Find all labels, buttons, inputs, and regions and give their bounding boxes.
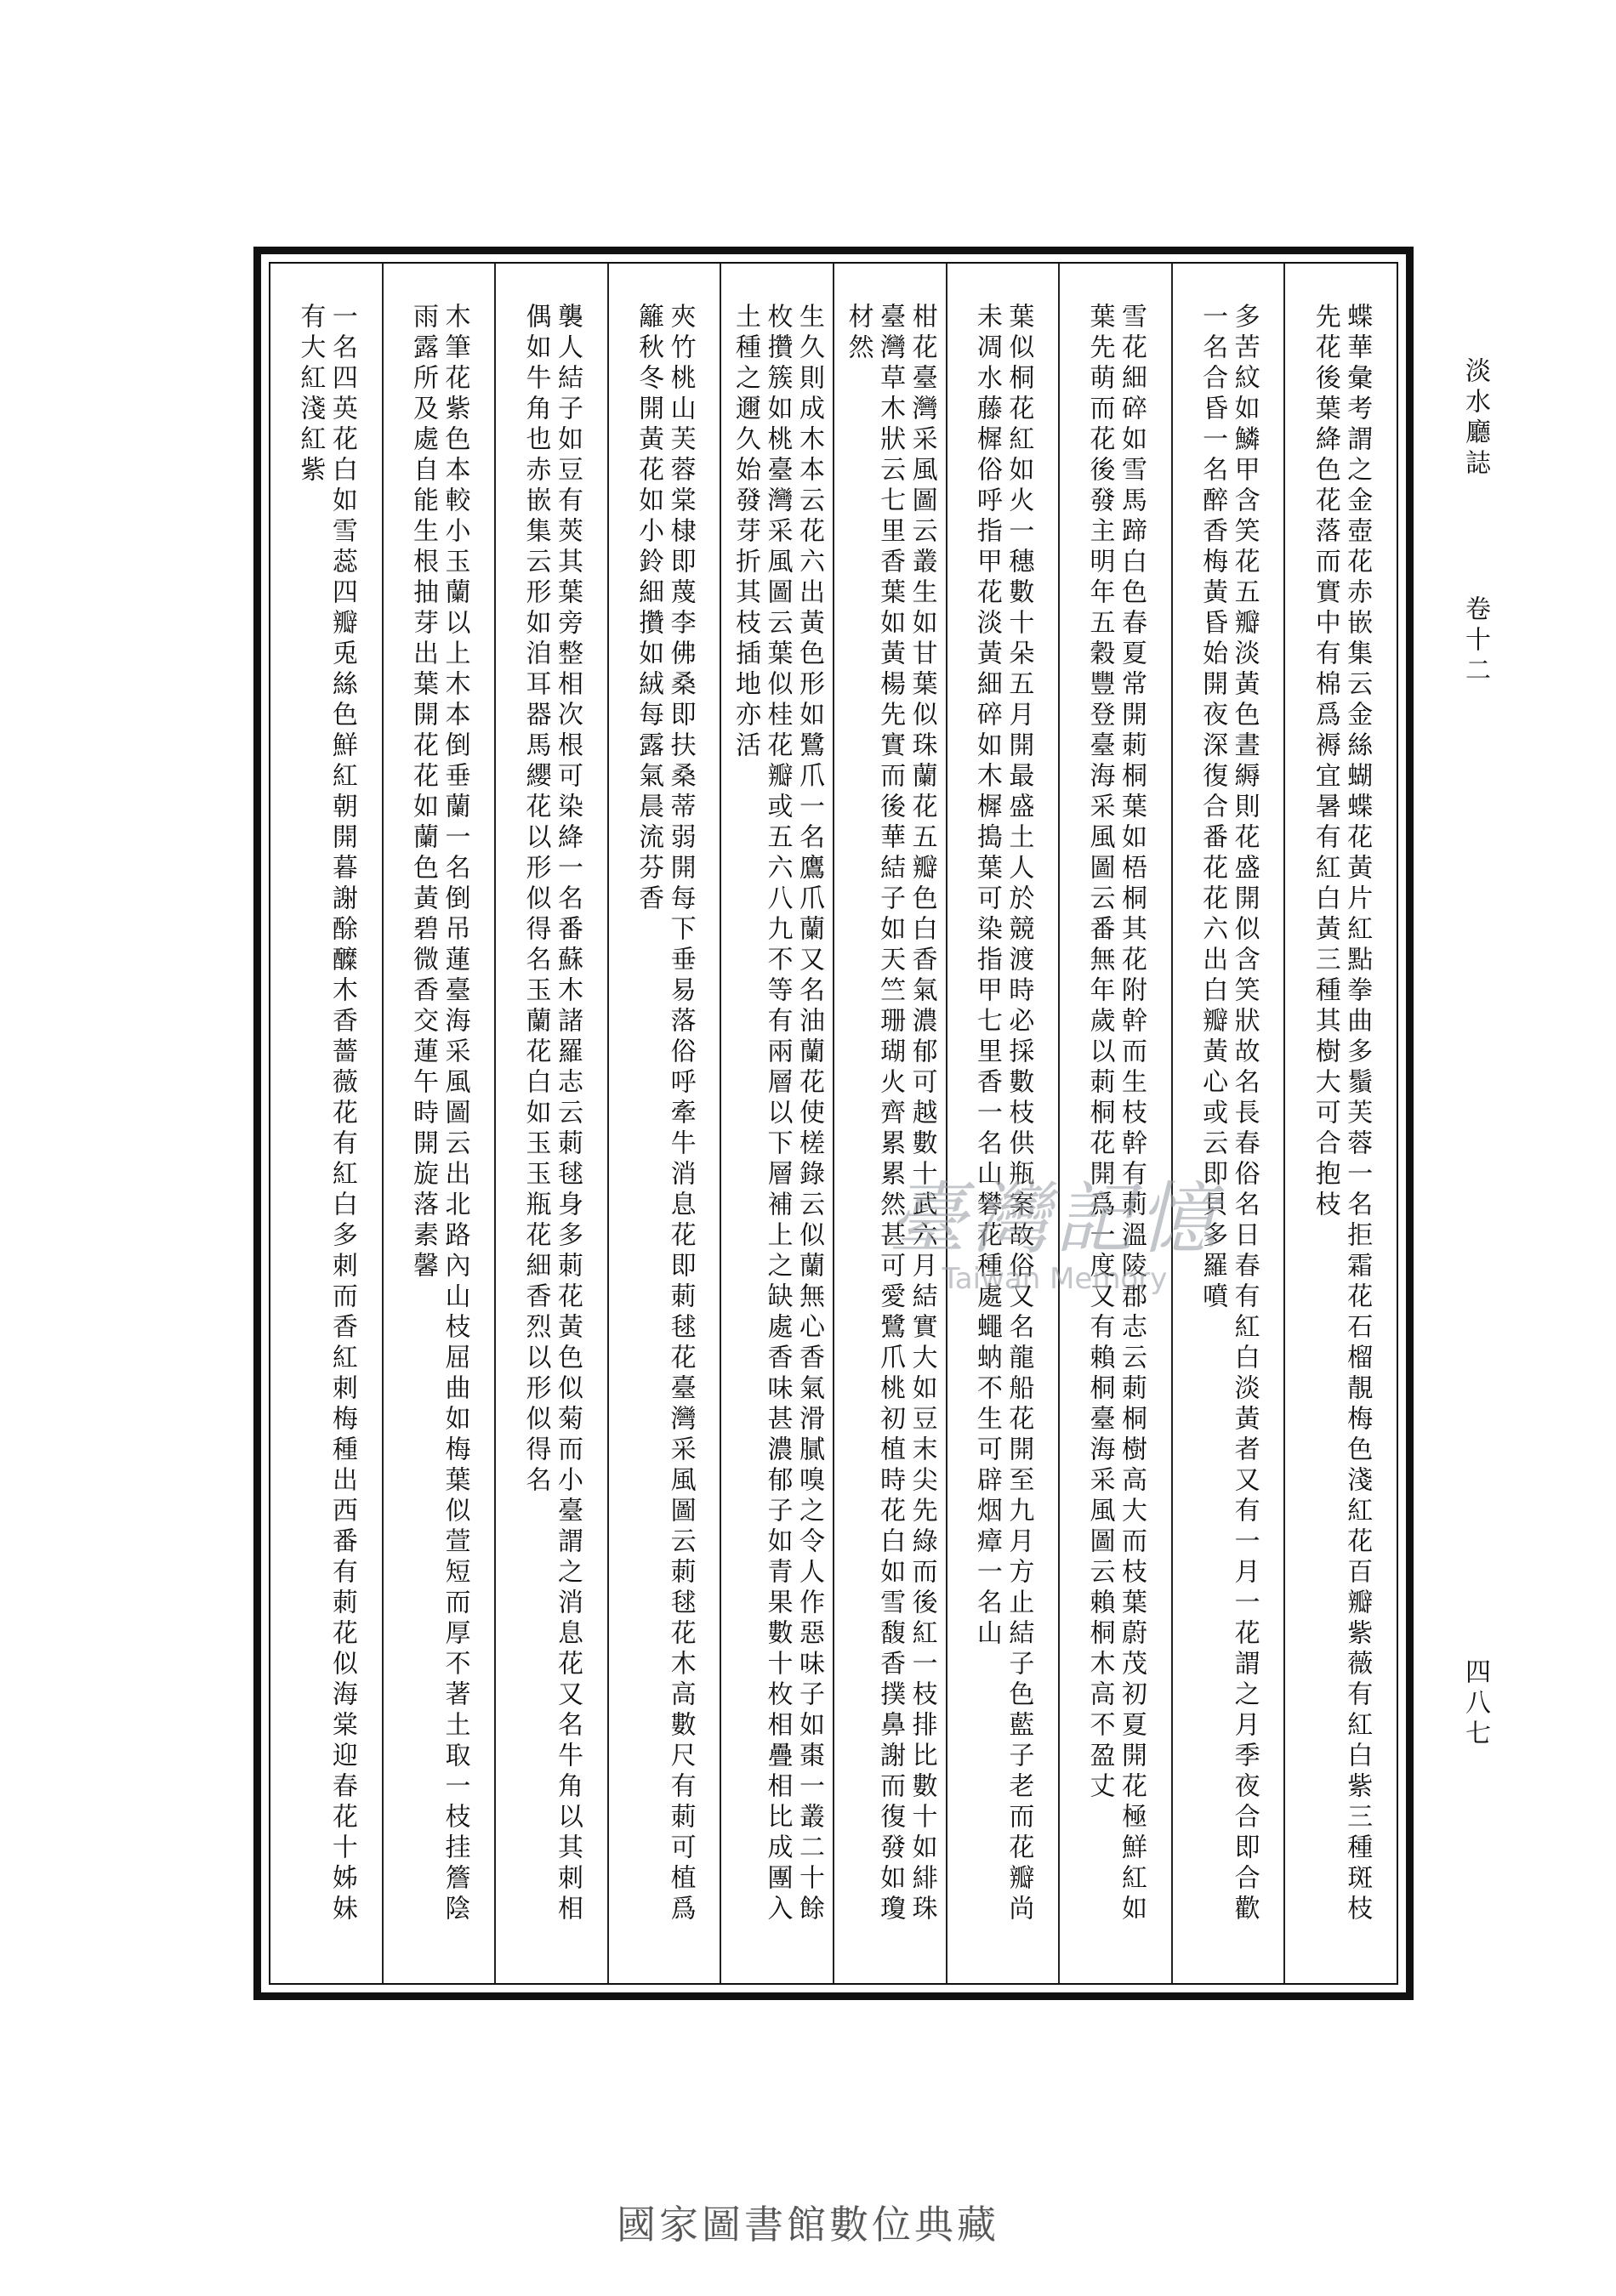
text-columns (270, 264, 1397, 1983)
column-text: 柑花臺灣采風圖云叢生如甘葉似珠蘭花五瓣色白香氣濃郁可越數十武六月結實大如豆末尖先綠而後紅一枝排比數十如緋珠臺灣草木狀云七里香葉如黃楊先實而後華結子如天竺珊瑚火齊累累然甚可愛鷺爪桃初植時花白如雪馥香撲鼻謝而復發如瓊材然 (843, 303, 937, 1925)
watermark-logo (817, 1157, 1293, 1327)
text-column-10 (270, 264, 382, 1983)
column-text: 生久則成木本云花六出黃色形如鷺爪一名鷹爪蘭又名油蘭花使槎錄云似蘭無心香氣滑膩嗅之令人作惡味子如棗一叢二十餘枚攢簇如桃臺灣采風圖云葉似桂花瓣或五六八九不等有兩層以下層補上之缺處香味甚濃郁子如青果數十枚相疊相比成團入土種之邇久始發芽折其枝插地亦活 (730, 303, 824, 1925)
text-column-6 (720, 264, 833, 1983)
text-column-8 (494, 264, 607, 1983)
column-text: 蝶華彙考謂之金壺花赤嵌集云金絲蝴蝶花黃片紅點拳曲多鬚芙蓉一名拒霜花石榴靚梅色淺紅花百瓣紫薇有紅白紫三種斑枝先花後葉絳色花落而實中有棉爲褥宜暑有紅白黃三種其樹大可合抱枝 (1310, 303, 1373, 1925)
column-text: 夾竹桃山芙蓉棠棣即蔑李佛桑即扶桑蒂弱開每下垂易落俗呼牽牛消息花即莿毬花臺灣采風圖云莿毬花木高數尺有莿可植爲籬秋冬開黃花如小鈴細攢如絨每露氣晨流芬香 (634, 303, 696, 1925)
column-text: 一名四英花白如雪蕊四瓣兎絲色鮮紅朝開暮謝酴醾木香薔薇花有紅白多刺而香紅刺梅種出西番有莿花似海棠迎春花十姊妹有大紅淺紅紫 (295, 303, 357, 1925)
watermark-english: Taiwan Memory (942, 1262, 1168, 1296)
text-column-2 (1171, 264, 1284, 1983)
watermark-chinese: 臺灣記憶 (887, 1174, 1221, 1265)
text-column-4 (946, 264, 1059, 1983)
text-column-7 (607, 264, 720, 1983)
text-column-9 (382, 264, 495, 1983)
page-number: 四八七 (1460, 1658, 1490, 1750)
text-column-3 (1058, 264, 1171, 1983)
column-text: 葉似桐花紅如火一穗數十朵五月開最盛土人於競渡時必採數枝供瓶案故俗又名龍船花開至九月方止結子色藍子老而花瓣尚未凋水藤樨俗呼指甲花淡黃細碎如木樨搗葉可染指甲七里香一名山礬花種處蠅蚋不生可辟烟瘴一名山 (971, 303, 1034, 1925)
volume-label: 卷十二 (1460, 595, 1490, 687)
book-title: 淡水廳誌 (1460, 357, 1490, 480)
column-text: 多苦紋如鱗甲含笑花五瓣淡黃色晝縟則花盛開似含笑狀故名長春俗名日春有紅白淡黃者又有一月一花謂之月季夜合即合歡一名合昏一名醉香梅黃昏始開夜深復合番花花六出白瓣黃心或云即貝多羅噴 (1198, 303, 1260, 1925)
text-column-1 (1283, 264, 1397, 1983)
column-text: 木筆花紫色本較小玉蘭以上木本倒垂蘭一名倒吊蓮臺海采風圖云出北路內山枝屈曲如梅葉似萱短而厚不著土取一枝挂簷陰雨露所及處自能生根抽芽出葉開花花如蘭色黃碧微香交蓮午時開旋落素馨 (407, 303, 470, 1925)
text-column-5 (833, 264, 946, 1983)
footer-credit: 國家圖書館數位典藏 (617, 2202, 999, 2248)
column-text: 襲人結子如豆有莢其葉旁整相次根可染絳一名番蘇木諸羅志云莿毬身多莿花黃色似菊而小臺謂之消息花又名牛角以其刺相偶如牛角也赤嵌集云形如洎耳器馬纓花以形似得名玉蘭花白如玉玉瓶花細香烈以形似得名 (521, 303, 583, 1925)
column-text: 雪花細碎如雪馬蹄白色春夏常開莿桐葉如梧桐其花附幹而生枝幹有莿溫陵郡志云莿桐樹高大而枝葉蔚茂初夏開花極鮮紅如葉先萌而花後發主明年五穀豐登臺海采風圖云番無年歲以莿桐花開爲一度又有賴桐臺海采風圖云賴桐木高不盈丈 (1084, 303, 1147, 1925)
